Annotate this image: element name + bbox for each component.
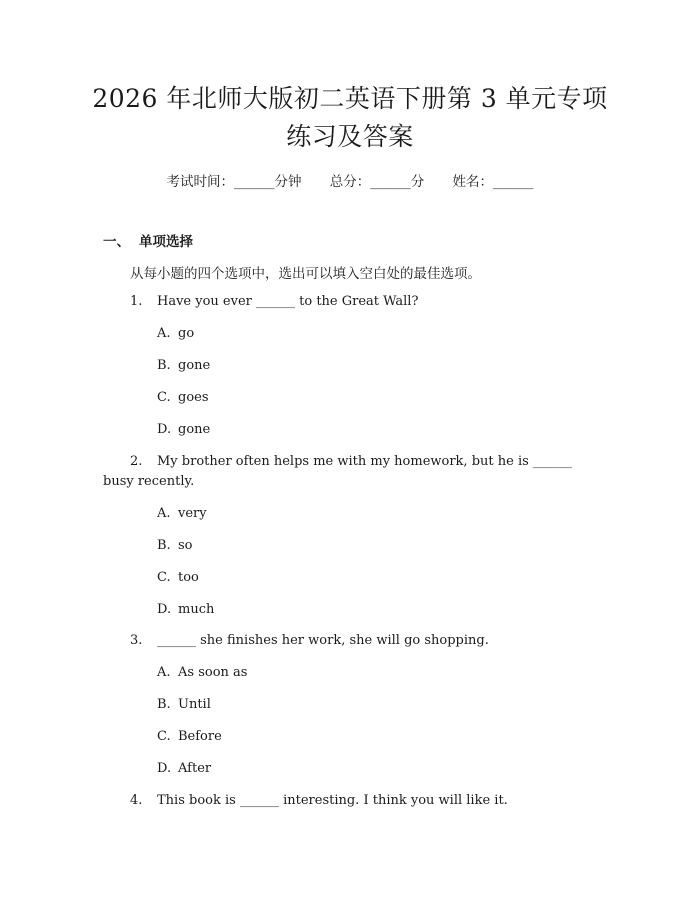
option-letter: D. xyxy=(157,761,172,776)
question-number: 4. xyxy=(130,793,143,808)
option-letter: C. xyxy=(157,390,171,405)
section-title: 单项选择 xyxy=(139,234,193,250)
question-text: ______ she finishes her work, she will go shopping. xyxy=(157,633,489,648)
question-text: Have you ever ______ to the Great Wall? xyxy=(157,294,419,309)
option-letter: A. xyxy=(157,326,171,341)
option-3b xyxy=(157,697,211,712)
option-letter: B. xyxy=(157,538,171,553)
question-1 xyxy=(130,294,418,309)
option-3d xyxy=(157,761,211,776)
question-2 xyxy=(130,454,572,469)
exam-meta xyxy=(0,170,700,190)
question-4 xyxy=(130,793,508,808)
option-text: Before xyxy=(178,729,222,744)
option-text: go xyxy=(178,326,195,341)
option-text: much xyxy=(178,602,215,617)
question-number: 3. xyxy=(130,633,143,648)
total-score-field: 总分：______分 xyxy=(329,174,425,190)
option-text: After xyxy=(178,761,212,776)
option-letter: B. xyxy=(157,697,171,712)
option-text: As soon as xyxy=(178,665,248,680)
question-3 xyxy=(130,633,489,648)
section-instruction: 从每小题的四个选项中，选出可以填入空白处的最佳选项。 xyxy=(130,266,481,282)
option-text: gone xyxy=(178,358,211,373)
title-line-2: 练习及答案 xyxy=(286,122,414,151)
option-2c xyxy=(157,570,199,585)
exam-time-field: 考试时间：______分钟 xyxy=(166,174,302,190)
option-text: too xyxy=(178,570,199,585)
title-line-1: 2026 年北师大版初二英语下册第 3 单元专项 xyxy=(92,84,608,113)
document-title xyxy=(60,80,640,156)
question-2-continuation: busy recently. xyxy=(103,474,195,489)
option-text: Until xyxy=(178,697,211,712)
option-letter: D. xyxy=(157,422,172,437)
section-heading xyxy=(103,230,193,250)
question-number: 1. xyxy=(130,294,143,309)
option-text: gone xyxy=(178,422,211,437)
option-letter: B. xyxy=(157,358,171,373)
option-letter: C. xyxy=(157,729,171,744)
option-text: very xyxy=(178,506,207,521)
option-letter: A. xyxy=(157,665,171,680)
question-text: My brother often helps me with my homework, but he is ______ xyxy=(157,454,572,469)
option-1c xyxy=(157,390,209,405)
option-2d xyxy=(157,602,214,617)
option-text: goes xyxy=(178,390,209,405)
option-letter: D. xyxy=(157,602,172,617)
option-3c xyxy=(157,729,222,744)
question-number: 2. xyxy=(130,454,143,469)
student-name-field: 姓名：______ xyxy=(452,174,534,190)
section-number: 一、 xyxy=(103,234,130,250)
option-letter: C. xyxy=(157,570,171,585)
option-2a xyxy=(157,506,207,521)
option-1b xyxy=(157,358,210,373)
option-letter: A. xyxy=(157,506,171,521)
option-1a xyxy=(157,326,194,341)
option-text: so xyxy=(178,538,193,553)
option-1d xyxy=(157,422,210,437)
option-2b xyxy=(157,538,193,553)
question-text: This book is ______ interesting. I think you will like it. xyxy=(157,793,508,808)
option-3a xyxy=(157,665,247,680)
